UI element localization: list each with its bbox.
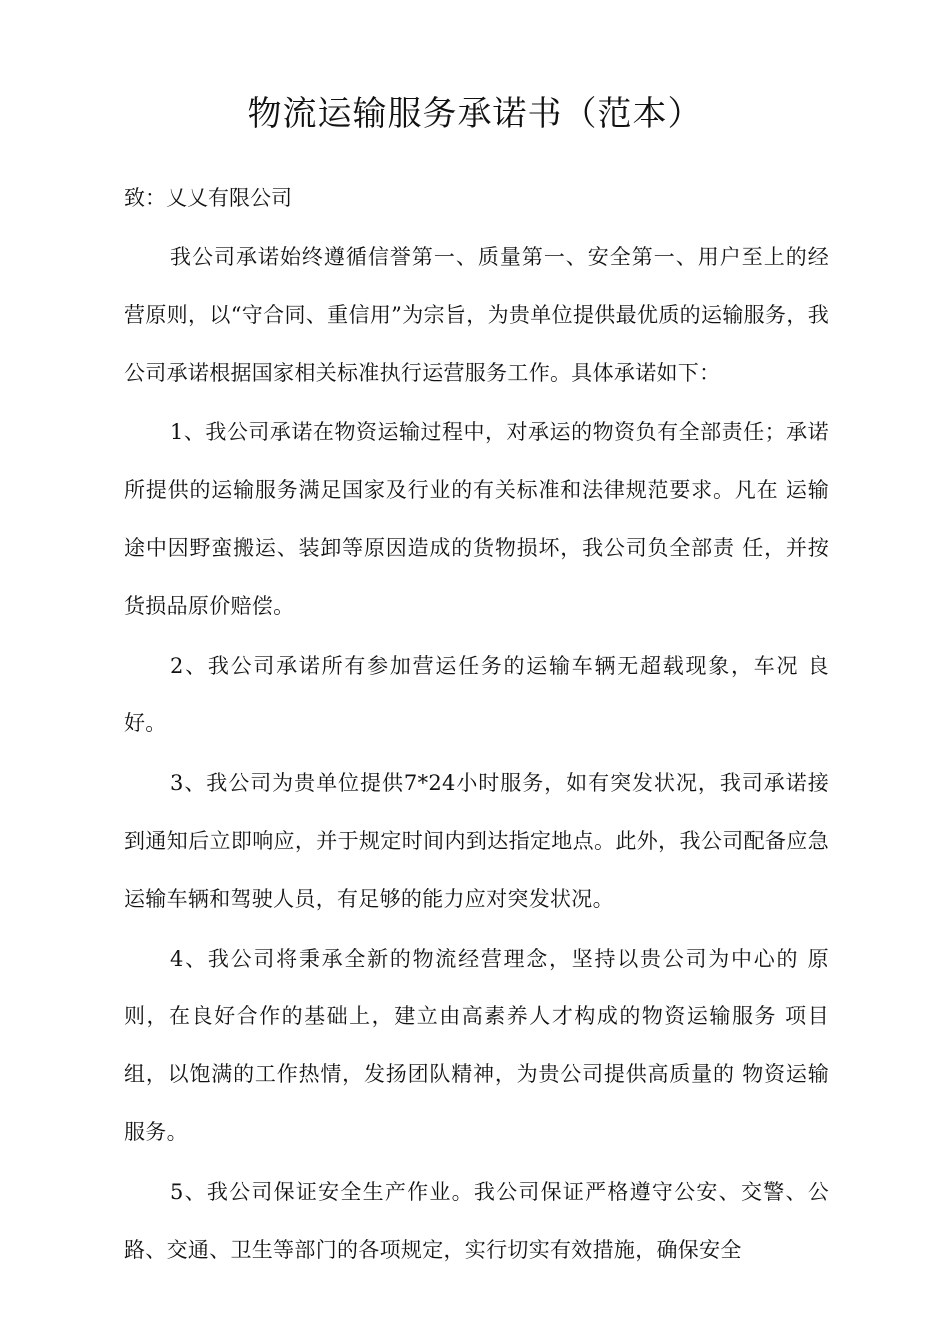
paragraph-item-2: 2、我公司承诺所有参加营运任务的运输车辆无超载现象，车况 良好。 xyxy=(124,653,829,736)
document-title: 物流运输服务承诺书（范本） xyxy=(247,94,703,134)
addressee-line: 致：乂乂有限公司 xyxy=(124,186,292,210)
paragraph-item-4: 4、我公司将秉承全新的物流经营理念，坚持以贵公司为中心的 原则，在良好合作的基础上，建立由高素养人才构成的物资运输服务 项目组，以饱满的工作热情，发扬团队精神，为贵公司提供高质量的 物资运输服务。 xyxy=(124,946,829,1144)
paragraph-intro: 我公司承诺始终遵循信誉第一、质量第一、安全第一、用户至上的经营原则，以“守合同、重信用”为宗旨，为贵单位提供最优质的运输服务，我公司承诺根据国家相关标准执行运营服务工作。具体承诺如下： xyxy=(124,245,829,385)
paragraph-item-3: 3、我公司为贵单位提供7*24小时服务，如有突发状况，我司承诺接到通知后立即响应，并于规定时间内到达指定地点。此外，我公司配备应急运输车辆和驾驶人员，有足够的能力应对突发状况。 xyxy=(124,771,829,911)
paragraph-item-5: 5、我公司保证安全生产作业。我公司保证严格遵守公安、交警、公路、交通、卫生等部门的各项规定，实行切实有效措施，确保安全 xyxy=(124,1179,829,1262)
document-body xyxy=(124,229,829,1281)
paragraph-item-1: 1、我公司承诺在物资运输过程中，对承运的物资负有全部责任；承诺所提供的运输服务满足国家及行业的有关标准和法律规范要求。凡在 运输途中因野蛮搬运、装卸等原因造成的货物损坏，我公司负全部责 任，并按货损品原价赔偿。 xyxy=(124,420,829,618)
